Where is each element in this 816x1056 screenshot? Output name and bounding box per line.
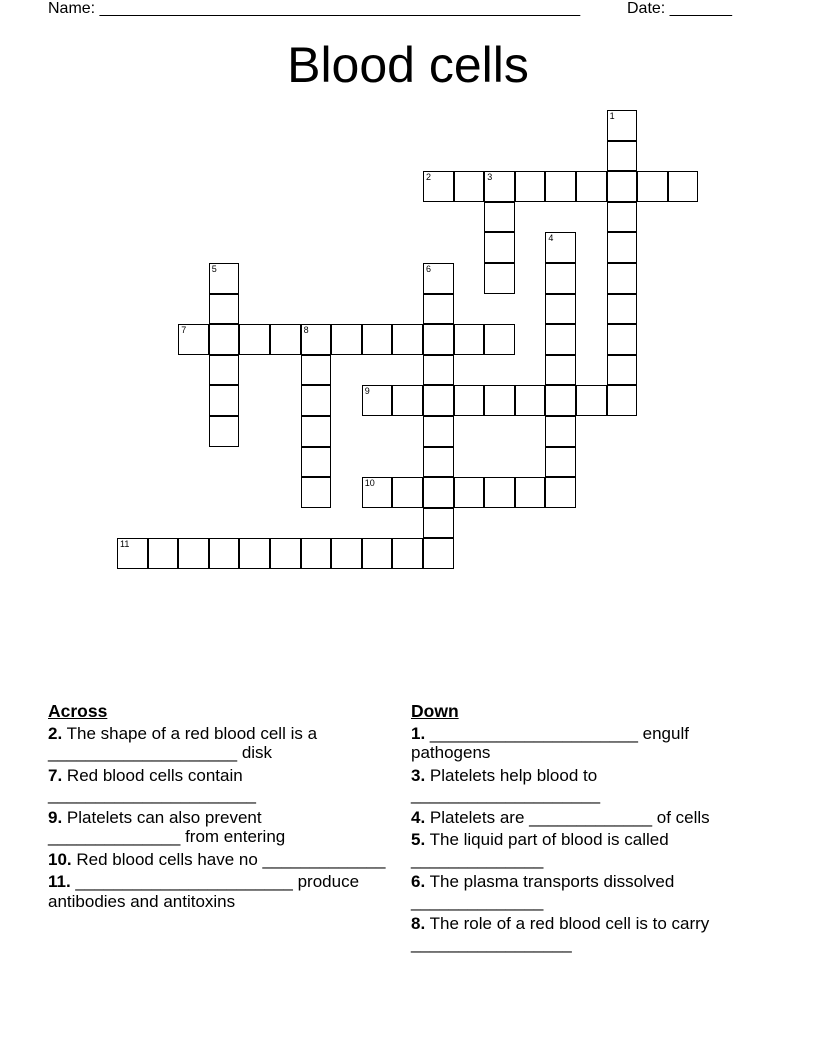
grid-cell[interactable] (362, 324, 393, 355)
clue-number: 7. (48, 765, 63, 785)
clue-number: 3. (411, 765, 426, 785)
grid-cell[interactable] (423, 416, 454, 447)
grid-cell[interactable] (423, 263, 454, 294)
grid-cell[interactable] (484, 263, 515, 294)
grid-cell[interactable] (423, 538, 454, 569)
grid-cell[interactable] (515, 385, 546, 416)
grid-cell[interactable] (301, 416, 332, 447)
clue-across-2 (48, 724, 388, 763)
grid-cell[interactable] (301, 355, 332, 386)
cell-number: 11 (120, 539, 130, 550)
grid-cell[interactable] (545, 171, 576, 202)
across-heading: Across (48, 701, 108, 721)
clue-across-10 (48, 850, 388, 870)
grid-cell[interactable] (209, 324, 240, 355)
across-clues (48, 702, 388, 914)
clue-text: Platelets help blood to ____________________ (411, 765, 601, 804)
grid-cell[interactable] (576, 171, 607, 202)
clue-text: The liquid part of blood is called ______________ (411, 830, 669, 869)
grid-cell[interactable] (607, 385, 638, 416)
grid-cell[interactable] (607, 294, 638, 325)
clue-number: 8. (411, 914, 426, 933)
grid-cell[interactable] (545, 355, 576, 386)
clue-number: 1. (411, 723, 426, 743)
grid-cell[interactable] (301, 477, 332, 508)
clue-text: Platelets are _____________ of cells (425, 807, 710, 827)
grid-cell[interactable] (668, 171, 699, 202)
grid-cell[interactable] (545, 263, 576, 294)
cell-number: 7 (181, 325, 187, 336)
grid-cell[interactable] (545, 324, 576, 355)
clue-number: 5. (411, 830, 426, 849)
clue-text: The plasma transports dissolved ______________ (411, 872, 675, 911)
clue-text: The shape of a red blood cell is a ____________________ disk (48, 723, 318, 762)
grid-cell[interactable] (545, 416, 576, 447)
grid-cell[interactable] (545, 477, 576, 508)
clue-text: The role of a red blood cell is to carry _________________ (411, 914, 710, 953)
grid-cell[interactable] (423, 294, 454, 325)
grid-cell[interactable] (209, 538, 240, 569)
grid-cell[interactable] (484, 171, 515, 202)
grid-cell[interactable] (423, 324, 454, 355)
clue-text: ______________________ engulf pathogens (411, 723, 689, 762)
clue-down-4 (411, 808, 751, 828)
grid-cell[interactable] (607, 355, 638, 386)
clue-down-3 (411, 766, 751, 805)
cell-number: 2 (426, 172, 432, 183)
clue-number: 11. (48, 872, 71, 891)
grid-cell[interactable] (301, 447, 332, 478)
grid-cell[interactable] (423, 447, 454, 478)
cell-number: 6 (426, 264, 432, 274)
grid-cell[interactable] (484, 232, 515, 263)
grid-cell[interactable] (545, 294, 576, 325)
grid-cell[interactable] (209, 294, 240, 325)
grid-cell[interactable] (545, 232, 576, 263)
clue-number: 2. (48, 723, 63, 743)
clue-text: Red blood cells contain ______________________ (48, 765, 257, 804)
grid-cell[interactable] (607, 141, 638, 172)
clue-number: 4. (411, 807, 426, 827)
grid-cell[interactable] (454, 171, 485, 202)
grid-cell[interactable] (392, 477, 423, 508)
grid-cell[interactable] (239, 538, 270, 569)
clue-number: 9. (48, 807, 63, 827)
grid-cell[interactable] (392, 538, 423, 569)
grid-cell[interactable] (392, 385, 423, 416)
clue-number: 10. (48, 849, 72, 869)
grid-cell[interactable] (178, 324, 209, 355)
grid-cell[interactable] (148, 538, 179, 569)
clue-across-7 (48, 766, 388, 805)
grid-cell[interactable] (484, 202, 515, 233)
grid-cell[interactable] (637, 171, 668, 202)
cell-number: 4 (548, 233, 554, 244)
cell-number: 10 (364, 478, 375, 489)
grid-cell[interactable] (607, 324, 638, 355)
cell-number: 1 (609, 111, 615, 121)
grid-cell[interactable] (423, 355, 454, 386)
clue-down-6 (411, 872, 751, 911)
grid-cell[interactable] (209, 355, 240, 386)
cell-number: 5 (211, 264, 217, 274)
grid-cell[interactable] (117, 538, 148, 569)
grid-cell[interactable] (423, 385, 454, 416)
page-title: Blood cells (287, 37, 529, 93)
grid-cell[interactable] (576, 385, 607, 416)
grid-cell[interactable] (607, 202, 638, 233)
grid-cell[interactable] (331, 324, 362, 355)
cell-number: 8 (303, 325, 309, 336)
clue-across-11 (48, 872, 388, 911)
grid-cell[interactable] (423, 171, 454, 202)
grid-cell[interactable] (362, 538, 393, 569)
clue-text: _______________________ produce antibodies and antitoxins (48, 872, 360, 911)
grid-cell[interactable] (515, 171, 546, 202)
down-heading: Down (411, 701, 459, 721)
grid-cell[interactable] (484, 324, 515, 355)
down-clues (411, 702, 751, 956)
grid-cell[interactable] (331, 538, 362, 569)
grid-cell[interactable] (392, 324, 423, 355)
grid-cell[interactable] (484, 477, 515, 508)
grid-cell[interactable] (484, 385, 515, 416)
grid-cell[interactable] (301, 324, 332, 355)
clue-number: 6. (411, 872, 426, 891)
grid-cell[interactable] (209, 385, 240, 416)
grid-cell[interactable] (454, 477, 485, 508)
clue-text: Platelets can also prevent ______________ from entering (48, 807, 286, 846)
grid-cell[interactable] (515, 477, 546, 508)
grid-cell[interactable] (545, 385, 576, 416)
grid-cell[interactable] (362, 477, 393, 508)
clue-across-9 (48, 808, 388, 847)
grid-cell[interactable] (178, 538, 209, 569)
grid-cell[interactable] (270, 538, 301, 569)
grid-cell[interactable] (239, 324, 270, 355)
clue-text: Red blood cells have no _____________ (71, 849, 386, 869)
grid-cell[interactable] (607, 232, 638, 263)
grid-cell[interactable] (607, 171, 638, 202)
grid-cell[interactable] (423, 477, 454, 508)
clue-down-1 (411, 724, 751, 763)
grid-cell[interactable] (270, 324, 301, 355)
grid-cell[interactable] (209, 416, 240, 447)
grid-cell[interactable] (362, 385, 393, 416)
grid-cell[interactable] (454, 324, 485, 355)
grid-cell[interactable] (301, 538, 332, 569)
cell-number: 3 (487, 172, 493, 183)
grid-cell[interactable] (607, 263, 638, 294)
cell-number: 9 (364, 386, 370, 397)
grid-cell[interactable] (607, 110, 638, 141)
clue-down-5 (411, 830, 751, 869)
grid-cell[interactable] (423, 508, 454, 539)
name-field: Name: ______________________________________________________ (48, 0, 581, 17)
grid-cell[interactable] (209, 263, 240, 294)
clue-down-8 (411, 914, 751, 953)
date-field: Date: _______ (627, 0, 732, 17)
grid-cell[interactable] (545, 447, 576, 478)
grid-cell[interactable] (301, 385, 332, 416)
grid-cell[interactable] (454, 385, 485, 416)
